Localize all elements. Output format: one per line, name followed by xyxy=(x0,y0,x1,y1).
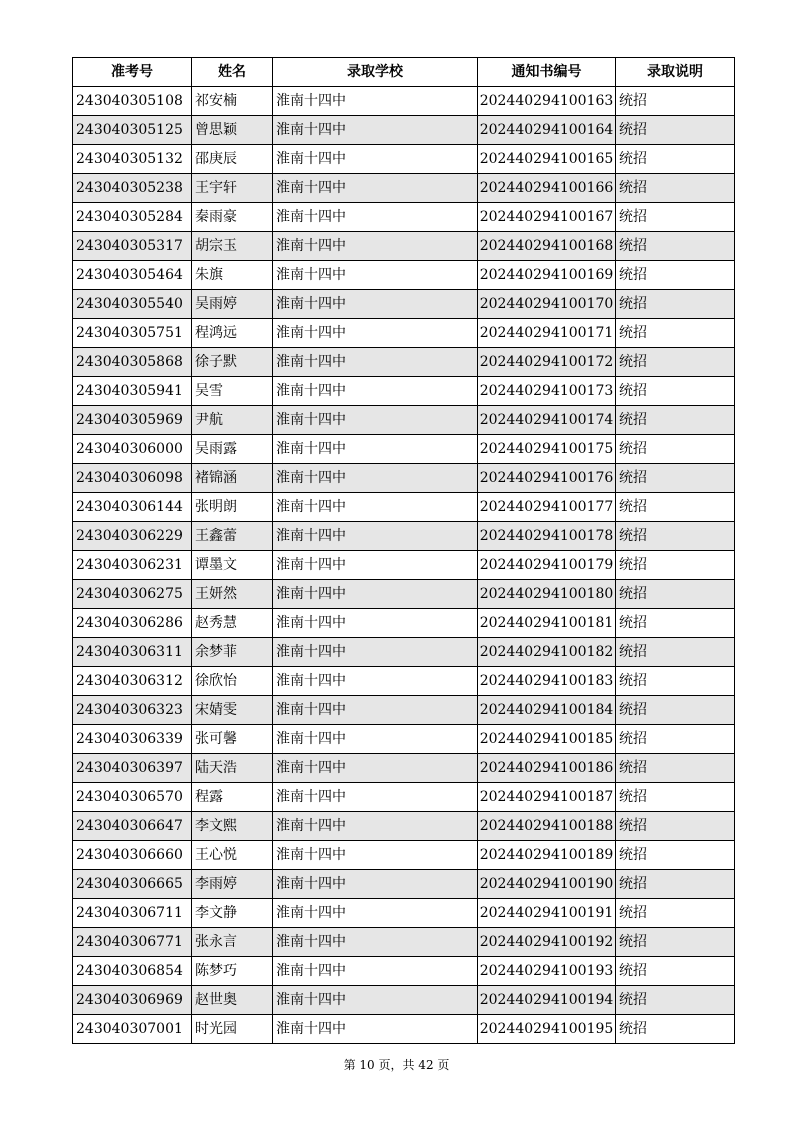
cell-notice-number: 202440294100177 xyxy=(478,493,616,522)
cell-exam-id: 243040306397 xyxy=(73,754,192,783)
cell-exam-id: 243040306969 xyxy=(73,986,192,1015)
cell-notice-number: 202440294100182 xyxy=(478,638,616,667)
cell-school: 淮南十四中 xyxy=(273,174,478,203)
cell-school: 淮南十四中 xyxy=(273,348,478,377)
cell-exam-id: 243040305751 xyxy=(73,319,192,348)
header-notice-number: 通知书编号 xyxy=(478,58,616,87)
table-row xyxy=(73,696,735,725)
cell-exam-id: 243040305238 xyxy=(73,174,192,203)
cell-exam-id: 243040305540 xyxy=(73,290,192,319)
cell-exam-id: 243040305464 xyxy=(73,261,192,290)
cell-exam-id: 243040306323 xyxy=(73,696,192,725)
table-row xyxy=(73,435,735,464)
cell-notice-number: 202440294100164 xyxy=(478,116,616,145)
cell-exam-id: 243040305108 xyxy=(73,87,192,116)
cell-school: 淮南十四中 xyxy=(273,667,478,696)
cell-notice-number: 202440294100169 xyxy=(478,261,616,290)
cell-admission-note: 统招 xyxy=(616,725,735,754)
cell-notice-number: 202440294100193 xyxy=(478,957,616,986)
cell-exam-id: 243040305969 xyxy=(73,406,192,435)
cell-notice-number: 202440294100171 xyxy=(478,319,616,348)
cell-name: 宋婧雯 xyxy=(192,696,273,725)
page-footer: 第 10 页，共 42 页 xyxy=(343,1058,450,1072)
header-school: 录取学校 xyxy=(273,58,478,87)
table-row xyxy=(73,493,735,522)
cell-exam-id: 243040305132 xyxy=(73,145,192,174)
table-row xyxy=(73,725,735,754)
cell-admission-note: 统招 xyxy=(616,406,735,435)
cell-school: 淮南十四中 xyxy=(273,406,478,435)
cell-name: 余梦菲 xyxy=(192,638,273,667)
cell-notice-number: 202440294100163 xyxy=(478,87,616,116)
cell-name: 陆天浩 xyxy=(192,754,273,783)
table-row xyxy=(73,203,735,232)
table-row xyxy=(73,174,735,203)
cell-admission-note: 统招 xyxy=(616,870,735,899)
cell-exam-id: 243040306665 xyxy=(73,870,192,899)
cell-name: 陈梦巧 xyxy=(192,957,273,986)
cell-name: 赵世奥 xyxy=(192,986,273,1015)
cell-name: 张可馨 xyxy=(192,725,273,754)
cell-notice-number: 202440294100168 xyxy=(478,232,616,261)
admission-table xyxy=(72,57,735,1044)
cell-name: 祁安楠 xyxy=(192,87,273,116)
cell-admission-note: 统招 xyxy=(616,580,735,609)
cell-notice-number: 202440294100185 xyxy=(478,725,616,754)
table-row xyxy=(73,667,735,696)
cell-name: 秦雨豪 xyxy=(192,203,273,232)
table-row xyxy=(73,377,735,406)
cell-name: 李文熙 xyxy=(192,812,273,841)
cell-admission-note: 统招 xyxy=(616,986,735,1015)
cell-notice-number: 202440294100173 xyxy=(478,377,616,406)
header-name: 姓名 xyxy=(192,58,273,87)
cell-admission-note: 统招 xyxy=(616,609,735,638)
cell-admission-note: 统招 xyxy=(616,87,735,116)
cell-school: 淮南十四中 xyxy=(273,928,478,957)
cell-name: 吴雨婷 xyxy=(192,290,273,319)
cell-school: 淮南十四中 xyxy=(273,812,478,841)
cell-admission-note: 统招 xyxy=(616,522,735,551)
cell-exam-id: 243040305941 xyxy=(73,377,192,406)
table-row xyxy=(73,754,735,783)
cell-school: 淮南十四中 xyxy=(273,290,478,319)
cell-notice-number: 202440294100167 xyxy=(478,203,616,232)
cell-name: 邵庚辰 xyxy=(192,145,273,174)
table-header xyxy=(73,58,735,87)
table-row xyxy=(73,783,735,812)
cell-admission-note: 统招 xyxy=(616,783,735,812)
cell-admission-note: 统招 xyxy=(616,261,735,290)
cell-exam-id: 243040305868 xyxy=(73,348,192,377)
cell-school: 淮南十四中 xyxy=(273,493,478,522)
cell-exam-id: 243040306098 xyxy=(73,464,192,493)
cell-notice-number: 202440294100189 xyxy=(478,841,616,870)
cell-notice-number: 202440294100176 xyxy=(478,464,616,493)
table-row xyxy=(73,551,735,580)
table-row xyxy=(73,87,735,116)
cell-school: 淮南十四中 xyxy=(273,232,478,261)
cell-admission-note: 统招 xyxy=(616,696,735,725)
cell-name: 徐子默 xyxy=(192,348,273,377)
cell-school: 淮南十四中 xyxy=(273,841,478,870)
cell-school: 淮南十四中 xyxy=(273,638,478,667)
cell-name: 褚锦涵 xyxy=(192,464,273,493)
cell-exam-id: 243040306144 xyxy=(73,493,192,522)
cell-exam-id: 243040306771 xyxy=(73,928,192,957)
cell-exam-id: 243040306854 xyxy=(73,957,192,986)
cell-name: 程露 xyxy=(192,783,273,812)
cell-name: 张明朗 xyxy=(192,493,273,522)
cell-exam-id: 243040306711 xyxy=(73,899,192,928)
cell-admission-note: 统招 xyxy=(616,145,735,174)
cell-name: 吴雪 xyxy=(192,377,273,406)
cell-admission-note: 统招 xyxy=(616,377,735,406)
table-row xyxy=(73,986,735,1015)
cell-notice-number: 202440294100174 xyxy=(478,406,616,435)
table-row xyxy=(73,1015,735,1044)
cell-notice-number: 202440294100190 xyxy=(478,870,616,899)
table-row xyxy=(73,928,735,957)
cell-school: 淮南十四中 xyxy=(273,261,478,290)
cell-notice-number: 202440294100187 xyxy=(478,783,616,812)
cell-school: 淮南十四中 xyxy=(273,783,478,812)
cell-admission-note: 统招 xyxy=(616,638,735,667)
cell-notice-number: 202440294100172 xyxy=(478,348,616,377)
table-row xyxy=(73,522,735,551)
cell-school: 淮南十四中 xyxy=(273,203,478,232)
cell-admission-note: 统招 xyxy=(616,812,735,841)
cell-exam-id: 243040306229 xyxy=(73,522,192,551)
cell-school: 淮南十四中 xyxy=(273,580,478,609)
cell-admission-note: 统招 xyxy=(616,493,735,522)
cell-school: 淮南十四中 xyxy=(273,1015,478,1044)
table-row xyxy=(73,116,735,145)
cell-name: 王妍然 xyxy=(192,580,273,609)
cell-notice-number: 202440294100195 xyxy=(478,1015,616,1044)
header-row xyxy=(73,58,735,87)
table-row xyxy=(73,812,735,841)
table-row xyxy=(73,145,735,174)
cell-school: 淮南十四中 xyxy=(273,522,478,551)
cell-exam-id: 243040305317 xyxy=(73,232,192,261)
cell-school: 淮南十四中 xyxy=(273,551,478,580)
cell-notice-number: 202440294100179 xyxy=(478,551,616,580)
cell-name: 李雨婷 xyxy=(192,870,273,899)
cell-exam-id: 243040307001 xyxy=(73,1015,192,1044)
cell-admission-note: 统招 xyxy=(616,203,735,232)
cell-school: 淮南十四中 xyxy=(273,899,478,928)
cell-name: 吴雨露 xyxy=(192,435,273,464)
cell-school: 淮南十四中 xyxy=(273,116,478,145)
cell-school: 淮南十四中 xyxy=(273,870,478,899)
cell-admission-note: 统招 xyxy=(616,899,735,928)
cell-school: 淮南十四中 xyxy=(273,609,478,638)
table-row xyxy=(73,406,735,435)
table-row xyxy=(73,609,735,638)
cell-exam-id: 243040306660 xyxy=(73,841,192,870)
cell-name: 朱旗 xyxy=(192,261,273,290)
cell-school: 淮南十四中 xyxy=(273,145,478,174)
cell-exam-id: 243040306311 xyxy=(73,638,192,667)
table-row xyxy=(73,464,735,493)
cell-name: 尹航 xyxy=(192,406,273,435)
table-row xyxy=(73,232,735,261)
cell-admission-note: 统招 xyxy=(616,116,735,145)
cell-admission-note: 统招 xyxy=(616,464,735,493)
cell-exam-id: 243040306231 xyxy=(73,551,192,580)
cell-school: 淮南十四中 xyxy=(273,377,478,406)
cell-notice-number: 202440294100194 xyxy=(478,986,616,1015)
cell-name: 时光园 xyxy=(192,1015,273,1044)
cell-notice-number: 202440294100165 xyxy=(478,145,616,174)
table-row xyxy=(73,348,735,377)
cell-admission-note: 统招 xyxy=(616,1015,735,1044)
cell-admission-note: 统招 xyxy=(616,435,735,464)
cell-exam-id: 243040306312 xyxy=(73,667,192,696)
cell-school: 淮南十四中 xyxy=(273,957,478,986)
cell-exam-id: 243040305284 xyxy=(73,203,192,232)
cell-notice-number: 202440294100186 xyxy=(478,754,616,783)
table-body xyxy=(73,87,735,1044)
cell-exam-id: 243040306570 xyxy=(73,783,192,812)
cell-school: 淮南十四中 xyxy=(273,435,478,464)
cell-notice-number: 202440294100181 xyxy=(478,609,616,638)
cell-school: 淮南十四中 xyxy=(273,319,478,348)
cell-notice-number: 202440294100180 xyxy=(478,580,616,609)
cell-notice-number: 202440294100188 xyxy=(478,812,616,841)
cell-name: 谭墨文 xyxy=(192,551,273,580)
cell-name: 徐欣怡 xyxy=(192,667,273,696)
cell-name: 赵秀慧 xyxy=(192,609,273,638)
cell-school: 淮南十四中 xyxy=(273,725,478,754)
cell-admission-note: 统招 xyxy=(616,290,735,319)
cell-admission-note: 统招 xyxy=(616,174,735,203)
cell-exam-id: 243040306275 xyxy=(73,580,192,609)
cell-notice-number: 202440294100170 xyxy=(478,290,616,319)
cell-admission-note: 统招 xyxy=(616,319,735,348)
table-row xyxy=(73,899,735,928)
table-row xyxy=(73,319,735,348)
cell-school: 淮南十四中 xyxy=(273,87,478,116)
cell-name: 王宇轩 xyxy=(192,174,273,203)
table-row xyxy=(73,841,735,870)
table-row xyxy=(73,957,735,986)
cell-notice-number: 202440294100175 xyxy=(478,435,616,464)
cell-school: 淮南十四中 xyxy=(273,464,478,493)
cell-admission-note: 统招 xyxy=(616,957,735,986)
cell-school: 淮南十四中 xyxy=(273,696,478,725)
cell-name: 曾思颖 xyxy=(192,116,273,145)
cell-name: 程鸿远 xyxy=(192,319,273,348)
table-row xyxy=(73,261,735,290)
cell-exam-id: 243040306339 xyxy=(73,725,192,754)
cell-exam-id: 243040305125 xyxy=(73,116,192,145)
cell-exam-id: 243040306286 xyxy=(73,609,192,638)
cell-admission-note: 统招 xyxy=(616,667,735,696)
cell-admission-note: 统招 xyxy=(616,928,735,957)
table-row xyxy=(73,580,735,609)
cell-notice-number: 202440294100183 xyxy=(478,667,616,696)
cell-school: 淮南十四中 xyxy=(273,754,478,783)
header-exam-id: 准考号 xyxy=(73,58,192,87)
cell-name: 李文静 xyxy=(192,899,273,928)
cell-admission-note: 统招 xyxy=(616,348,735,377)
cell-name: 王鑫蕾 xyxy=(192,522,273,551)
cell-exam-id: 243040306647 xyxy=(73,812,192,841)
cell-admission-note: 统招 xyxy=(616,754,735,783)
cell-name: 胡宗玉 xyxy=(192,232,273,261)
table-row xyxy=(73,290,735,319)
cell-notice-number: 202440294100192 xyxy=(478,928,616,957)
cell-name: 张永言 xyxy=(192,928,273,957)
cell-exam-id: 243040306000 xyxy=(73,435,192,464)
cell-admission-note: 统招 xyxy=(616,841,735,870)
cell-notice-number: 202440294100184 xyxy=(478,696,616,725)
table-row xyxy=(73,870,735,899)
cell-admission-note: 统招 xyxy=(616,551,735,580)
header-admission-note: 录取说明 xyxy=(616,58,735,87)
cell-school: 淮南十四中 xyxy=(273,986,478,1015)
cell-name: 王心悦 xyxy=(192,841,273,870)
cell-notice-number: 202440294100166 xyxy=(478,174,616,203)
cell-notice-number: 202440294100191 xyxy=(478,899,616,928)
cell-admission-note: 统招 xyxy=(616,232,735,261)
cell-notice-number: 202440294100178 xyxy=(478,522,616,551)
table-row xyxy=(73,638,735,667)
